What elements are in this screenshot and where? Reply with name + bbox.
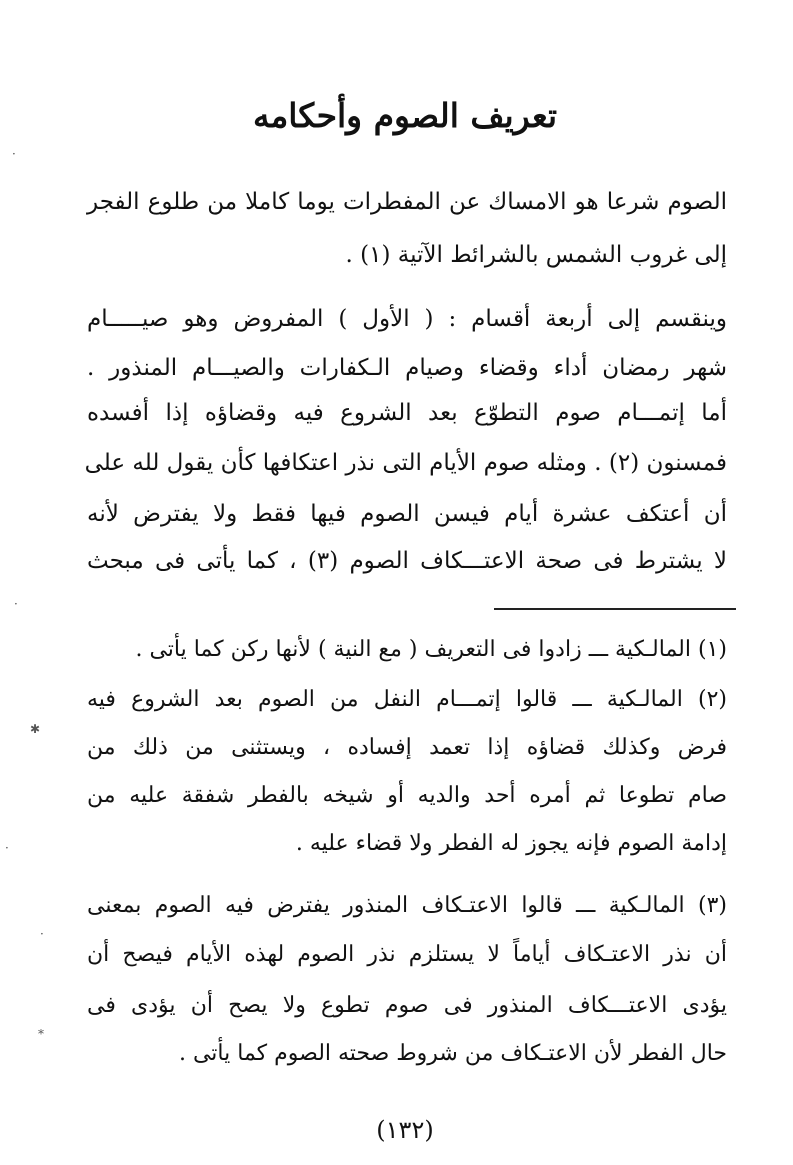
page-title: تعريف الصوم وأحكامه [252, 96, 558, 135]
footnote-line: إدامة الصوم فإنه يجوز له الفطر ولا قضاء عليه . [295, 831, 727, 856]
body-line: أما إتمـــام صوم التطوّع بعد الشروع فيه وقضاؤه إذا أفسده [87, 400, 727, 426]
body-line: فمسنون (٢) . ومثله صوم الأيام التى نذر اعتكافها كأن يقول لله على [84, 450, 727, 476]
footnote-line: يؤدى الاعتـــكاف المنذور فى صوم تطوع ولا يصح أن يؤدى فى [87, 993, 727, 1018]
footnote-line: (٣) المالـكية ـــ قالوا الاعتـكاف المنذور يفترض فيه الصوم بمعنى [87, 893, 727, 918]
body-line: شهر رمضان أداء وقضاء وصيام الـكفارات والصيـــام المنذور . [87, 355, 727, 381]
footnote-line: حال الفطر لأن الاعتـكاف من شروط صحته الصوم كما يأتى . [178, 1041, 727, 1066]
footnote-line: أن نذر الاعتـكاف أياماً لا يستلزم نذر الصوم لهذه الأيام فيصح أن [87, 942, 727, 967]
scan-speck: · [5, 841, 9, 855]
scan-speck: · [14, 597, 18, 611]
scan-speck: ⁎ [38, 1023, 44, 1037]
page-number: (١٣٢) [376, 1116, 434, 1144]
body-line: وينقسم إلى أربعة أقسام : ( الأول ) المفروض وهو صيـــــام [87, 306, 727, 332]
footnote-line: (٢) المالـكية ـــ قالوا إتمـــام النفل من الصوم بعد الشروع فيه [87, 687, 727, 712]
body-line: إلى غروب الشمس بالشرائط الآتية (١) . [345, 242, 727, 268]
body-line: الصوم شرعا هو الامساك عن المفطرات يوما كاملا من طلوع الفجر [87, 189, 727, 215]
scan-speck: · [12, 147, 16, 161]
footnote-line: (١) المالـكية ـــ زادوا فى التعريف ( مع النية ) لأنها ركن كما يأتى . [135, 637, 727, 662]
footnote-separator [494, 608, 736, 610]
footnote-line: فرض وكذلك قضاؤه إذا تعمد إفساده ، ويستثنى من ذلك من [87, 735, 727, 760]
body-line: لا يشترط فى صحة الاعتـــكاف الصوم (٣) ، كما يأتى فى مبحث [87, 548, 728, 574]
footnote-line: صام تطوعا ثم أمره أحد والديه أو شيخه بالفطر شفقة عليه من [87, 783, 727, 808]
body-line: أن أعتكف عشرة أيام فيسن الصوم فيها فقط ولا يفترض لأنه [87, 501, 727, 527]
scan-speck: ✱ [30, 722, 41, 736]
scan-speck: · [40, 927, 44, 941]
